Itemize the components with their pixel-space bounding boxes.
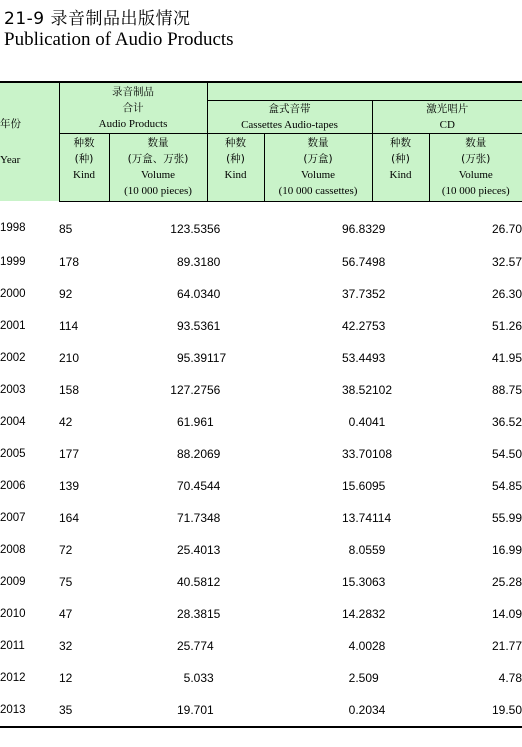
cassette-kind-cell: 56 [207, 382, 221, 397]
total-group-header [59, 82, 207, 133]
total-volume-cell: 64.03 [176, 286, 207, 301]
cd-kind-cell: 29 [372, 221, 386, 236]
cassette-kind-cell: 4 [207, 638, 214, 653]
cassette-volume-cell: 15.60 [341, 478, 372, 493]
total-volume-cn: 数量 [147, 137, 169, 149]
cassette-kind-cell: 69 [207, 446, 221, 461]
total-group-cn2: 合计 [122, 101, 144, 114]
cd-volume-cell: 25.28 [491, 574, 522, 589]
total-kind-cell: 92 [59, 286, 73, 301]
cassette-volume-cell: 42.27 [341, 318, 372, 333]
total-volume-cell: 61.96 [176, 414, 207, 429]
cassette-volume-cell: 4.00 [348, 638, 372, 653]
cd-kind-cell: 114 [372, 510, 392, 525]
cd-volume-cell: 14.09 [491, 606, 522, 621]
cd-volume-unit: (10 000 pieces) [441, 185, 510, 197]
year-cell: 2005 [0, 447, 26, 460]
cd-kind-cell: 93 [372, 350, 386, 365]
cassette-volume-unit: (10 000 cassettes) [278, 185, 358, 197]
cassette-volume-cell: 13.74 [341, 510, 372, 525]
cassette-kind-cell: 40 [207, 286, 221, 301]
total-kind-header [59, 133, 109, 201]
cassette-kind-cell: 117 [207, 350, 227, 365]
cassette-kind-cell: 1 [207, 414, 214, 429]
cassette-group-header [207, 100, 372, 133]
cd-group-en: CD [439, 118, 455, 131]
total-group-en: Audio Products [98, 117, 168, 130]
year-cell: 2009 [0, 575, 26, 588]
total-kind-cell: 139 [59, 478, 80, 493]
total-volume-cell: 71.73 [176, 510, 207, 525]
total-kind-en: Kind [73, 169, 95, 181]
year-cell: 2002 [0, 351, 26, 364]
cassette-volume-cell: 56.74 [341, 254, 372, 269]
total-kind-cell: 47 [59, 606, 73, 621]
cd-volume-cell: 26.70 [491, 221, 522, 236]
total-volume-cell: 89.31 [176, 254, 207, 269]
cd-volume-cell: 19.50 [429, 694, 522, 727]
total-kind-cell: 32 [59, 638, 73, 653]
year-cell: 2012 [0, 671, 26, 684]
total-volume-cell: 40.58 [176, 574, 207, 589]
year-header-cn: 年份 [0, 118, 21, 130]
cd-kind-cell: 59 [372, 542, 386, 557]
table-header [0, 82, 522, 201]
total-volume-en: Volume [140, 169, 176, 181]
table-row [0, 566, 522, 598]
table-row [0, 662, 522, 694]
cassette-kind-cell: 12 [207, 574, 221, 589]
total-volume-cell: 5.03 [183, 670, 207, 685]
total-kind-cell: 178 [59, 254, 80, 269]
total-volume-cell: 25.77 [176, 638, 207, 653]
total-volume-cell: 28.38 [176, 606, 207, 621]
cassette-kind-cell: 3 [207, 670, 214, 685]
total-kind-cell: 72 [59, 542, 73, 557]
cd-volume-en: Volume [458, 169, 493, 181]
cd-kind-en: Kind [389, 169, 412, 181]
header-spacer-cd [372, 82, 522, 100]
cd-kind-cn: 种数 [390, 137, 411, 149]
total-kind-cell: 75 [59, 574, 73, 589]
total-kind-cn: 种数 [73, 137, 95, 149]
cd-volume-cell: 41.95 [491, 350, 522, 365]
year-cell: 2006 [0, 479, 26, 492]
cd-volume-cn: 数量 [465, 137, 487, 149]
table-row [0, 342, 522, 374]
total-volume-cell: 19.70 [109, 694, 207, 727]
table-row [0, 201, 522, 246]
table-row [0, 694, 522, 727]
cassette-volume-header [264, 133, 372, 201]
total-kind-cell: 158 [59, 382, 80, 397]
year-cell: 2004 [0, 415, 26, 428]
total-volume-cell: 93.53 [176, 318, 207, 333]
cassette-kind-cell: 61 [207, 318, 221, 333]
cassette-volume-cell: 38.52 [341, 382, 372, 397]
cassette-volume-cell: 96.83 [341, 221, 372, 236]
table-row [0, 630, 522, 662]
cassette-volume-cell: 15.30 [341, 574, 372, 589]
total-kind-cell: 210 [59, 350, 80, 365]
audio-products-table [0, 81, 522, 728]
cd-kind-cell: 95 [372, 478, 386, 493]
total-kind-cell: 42 [59, 414, 73, 429]
cd-kind-cell: 34 [372, 694, 429, 727]
cd-volume-cell: 55.99 [491, 510, 522, 525]
cassette-kind-cn2: (种) [226, 153, 245, 165]
cd-kind-cn2: (种) [391, 153, 410, 165]
cd-kind-cell: 53 [372, 318, 386, 333]
cd-kind-header [372, 133, 429, 201]
year-column-header [0, 82, 59, 201]
cassette-kind-cell: 80 [207, 254, 221, 269]
total-volume-cell: 123.53 [170, 221, 207, 236]
cd-volume-cell: 21.77 [491, 638, 522, 653]
total-kind-cell: 35 [59, 694, 109, 727]
cd-kind-cell: 32 [372, 606, 386, 621]
cd-kind-cell: 98 [372, 254, 386, 269]
year-cell: 2003 [0, 383, 26, 396]
cd-kind-cell: 108 [372, 446, 393, 461]
total-group-cn: 录音制品 [112, 85, 154, 98]
total-kind-cn2: (种) [74, 153, 94, 165]
cd-volume-cell: 4.78 [498, 670, 522, 685]
cassette-volume-cell: 53.44 [341, 350, 372, 365]
cd-volume-cell: 54.50 [491, 446, 522, 461]
table-row [0, 406, 522, 438]
cd-kind-cell: 41 [372, 414, 386, 429]
cassette-volume-cell: 0.40 [348, 414, 372, 429]
year-cell: 1998 [0, 222, 26, 235]
table-row [0, 534, 522, 566]
cd-volume-cell: 51.26 [491, 318, 522, 333]
total-volume-unit: (10 000 pieces) [124, 185, 192, 197]
year-cell: 2007 [0, 511, 26, 524]
cassette-kind-cell: 48 [207, 510, 221, 525]
total-volume-cell: 127.27 [170, 382, 207, 397]
year-cell: 2011 [0, 639, 25, 652]
table-row [0, 278, 522, 310]
cassette-volume-cell: 2.50 [348, 670, 372, 685]
cassette-kind-header [207, 133, 264, 201]
total-kind-cell: 12 [59, 670, 73, 685]
cd-volume-cn2: (万张) [461, 153, 491, 165]
cassette-kind-cell: 56 [207, 221, 221, 236]
cassette-volume-cell: 37.73 [341, 286, 372, 301]
cassette-group-cn: 盒式音带 [268, 102, 311, 115]
total-volume-cn2: (万盒、万张) [127, 153, 189, 165]
total-volume-cell: 70.45 [176, 478, 207, 493]
cassette-kind-cell: 1 [207, 694, 264, 727]
cassette-group-en: Cassettes Audio-tapes [241, 118, 338, 131]
cassette-volume-cell: 14.28 [341, 606, 372, 621]
cassette-volume-en: Volume [300, 169, 336, 181]
cassette-volume-cell: 8.05 [348, 542, 372, 557]
total-kind-cell: 177 [59, 446, 80, 461]
total-volume-cell: 88.20 [176, 446, 207, 461]
year-cell: 2001 [0, 319, 26, 332]
cassette-kind-cell: 44 [207, 478, 221, 493]
cd-kind-cell: 102 [372, 382, 393, 397]
cd-volume-cell: 88.75 [491, 382, 522, 397]
cassette-kind-cn: 种数 [225, 137, 246, 149]
cd-kind-cell: 52 [372, 286, 386, 301]
table-row [0, 246, 522, 278]
page-title-english: Publication of Audio Products [4, 29, 234, 50]
year-cell: 2013 [0, 694, 59, 727]
total-kind-cell: 85 [59, 221, 73, 236]
cd-kind-cell: 63 [372, 574, 386, 589]
year-header-en: Year [0, 154, 21, 166]
table-row [0, 310, 522, 342]
cd-group-header [372, 100, 522, 133]
total-volume-cell: 95.39 [176, 350, 207, 365]
total-volume-header [109, 133, 207, 201]
cd-kind-cell: 9 [372, 670, 379, 685]
year-cell: 1999 [0, 255, 26, 268]
cd-volume-cell: 32.57 [491, 254, 522, 269]
cassette-kind-cell: 13 [207, 542, 221, 557]
total-volume-cell: 25.40 [176, 542, 207, 557]
cd-volume-cell: 54.85 [491, 478, 522, 493]
cd-volume-cell: 26.30 [491, 286, 522, 301]
cd-kind-cell: 28 [372, 638, 386, 653]
header-spacer-cassette [207, 82, 372, 100]
cd-group-cn: 激光唱片 [426, 102, 469, 115]
year-cell: 2008 [0, 543, 26, 556]
year-cell: 2010 [0, 607, 26, 620]
page-title-chinese: 21-9 录音制品出版情况 [4, 9, 191, 29]
table-row [0, 374, 522, 406]
table-body [0, 201, 522, 727]
table-row [0, 502, 522, 534]
year-cell: 2000 [0, 287, 26, 300]
cassette-kind-cell: 15 [207, 606, 221, 621]
table-row [0, 598, 522, 630]
cd-volume-header [429, 133, 522, 201]
cassette-volume-cn2: (万盒) [303, 153, 333, 165]
total-kind-cell: 114 [59, 318, 79, 333]
table-row [0, 438, 522, 470]
cassette-volume-cn: 数量 [307, 137, 329, 149]
cassette-kind-en: Kind [224, 169, 247, 181]
cassette-volume-cell: 0.20 [264, 694, 372, 727]
cd-volume-cell: 36.52 [491, 414, 522, 429]
cd-volume-cell: 16.99 [491, 542, 522, 557]
cassette-volume-cell: 33.70 [341, 446, 372, 461]
table-row [0, 470, 522, 502]
total-kind-cell: 164 [59, 510, 80, 525]
